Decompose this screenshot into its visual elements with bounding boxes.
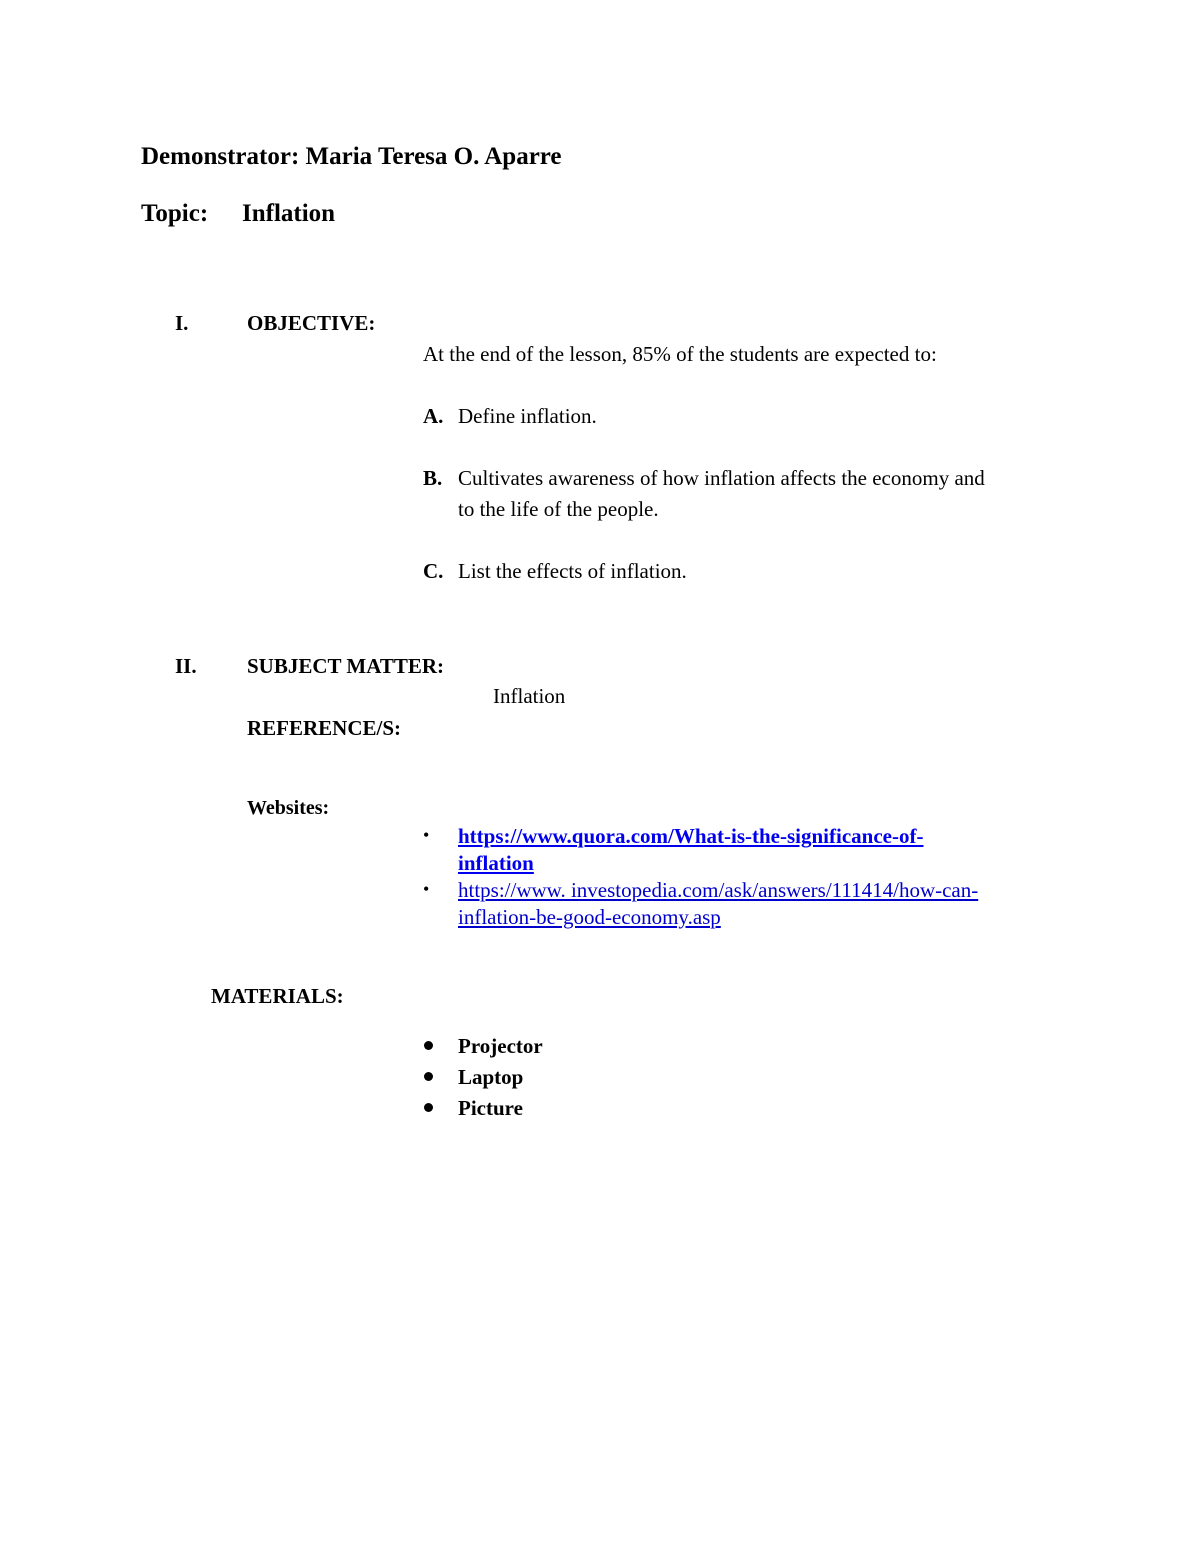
subject-matter-value: Inflation <box>493 684 566 708</box>
materials-heading: MATERIALS: <box>211 984 344 1008</box>
bullet-icon <box>424 1103 433 1112</box>
investopedia-link-continued[interactable]: inflation-be-good-economy.asp <box>458 905 721 929</box>
objective-item-letter: B. <box>423 466 443 490</box>
references-heading: REFERENCE/S: <box>247 716 402 740</box>
objective-item-text-continued: to the life of the people. <box>458 497 659 521</box>
materials-item: Projector <box>458 1034 543 1058</box>
objective-item-text: Define inflation. <box>458 404 597 428</box>
topic-label: Topic: <box>141 200 209 227</box>
objective-intro: At the end of the lesson, 85% of the students are expected to: <box>423 342 937 366</box>
websites-heading: Websites: <box>247 797 330 819</box>
link-bullet: • <box>423 825 430 845</box>
link-bullet: • <box>423 879 430 899</box>
objective-item-text: Cultivates awareness of how inflation affects the economy and <box>458 466 985 490</box>
demonstrator-name: Maria Teresa O. Aparre <box>305 143 562 170</box>
topic-value: Inflation <box>242 200 336 227</box>
objective-item-text: List the effects of inflation. <box>458 559 687 583</box>
subject-matter-heading: SUBJECT MATTER: <box>247 654 445 678</box>
materials-item: Picture <box>458 1096 523 1120</box>
objective-item-letter: C. <box>423 559 444 583</box>
materials-item: Laptop <box>458 1065 524 1089</box>
demonstrator-line <box>141 143 562 171</box>
demonstrator-label: Demonstrator: <box>141 143 300 170</box>
quora-link[interactable]: https://www.quora.com/What-is-the-significance-of- <box>458 824 924 848</box>
bullet-icon <box>424 1041 433 1050</box>
section-numeral-subject: II. <box>175 654 197 678</box>
objective-heading: OBJECTIVE: <box>247 311 376 335</box>
section-numeral-objective: I. <box>175 311 189 335</box>
bullet-icon <box>424 1072 433 1081</box>
investopedia-link[interactable]: https://www. investopedia.com/ask/answers/111414/how-can- <box>458 878 979 902</box>
objective-item-letter: A. <box>423 404 444 428</box>
quora-link-continued[interactable]: inflation <box>458 851 534 875</box>
